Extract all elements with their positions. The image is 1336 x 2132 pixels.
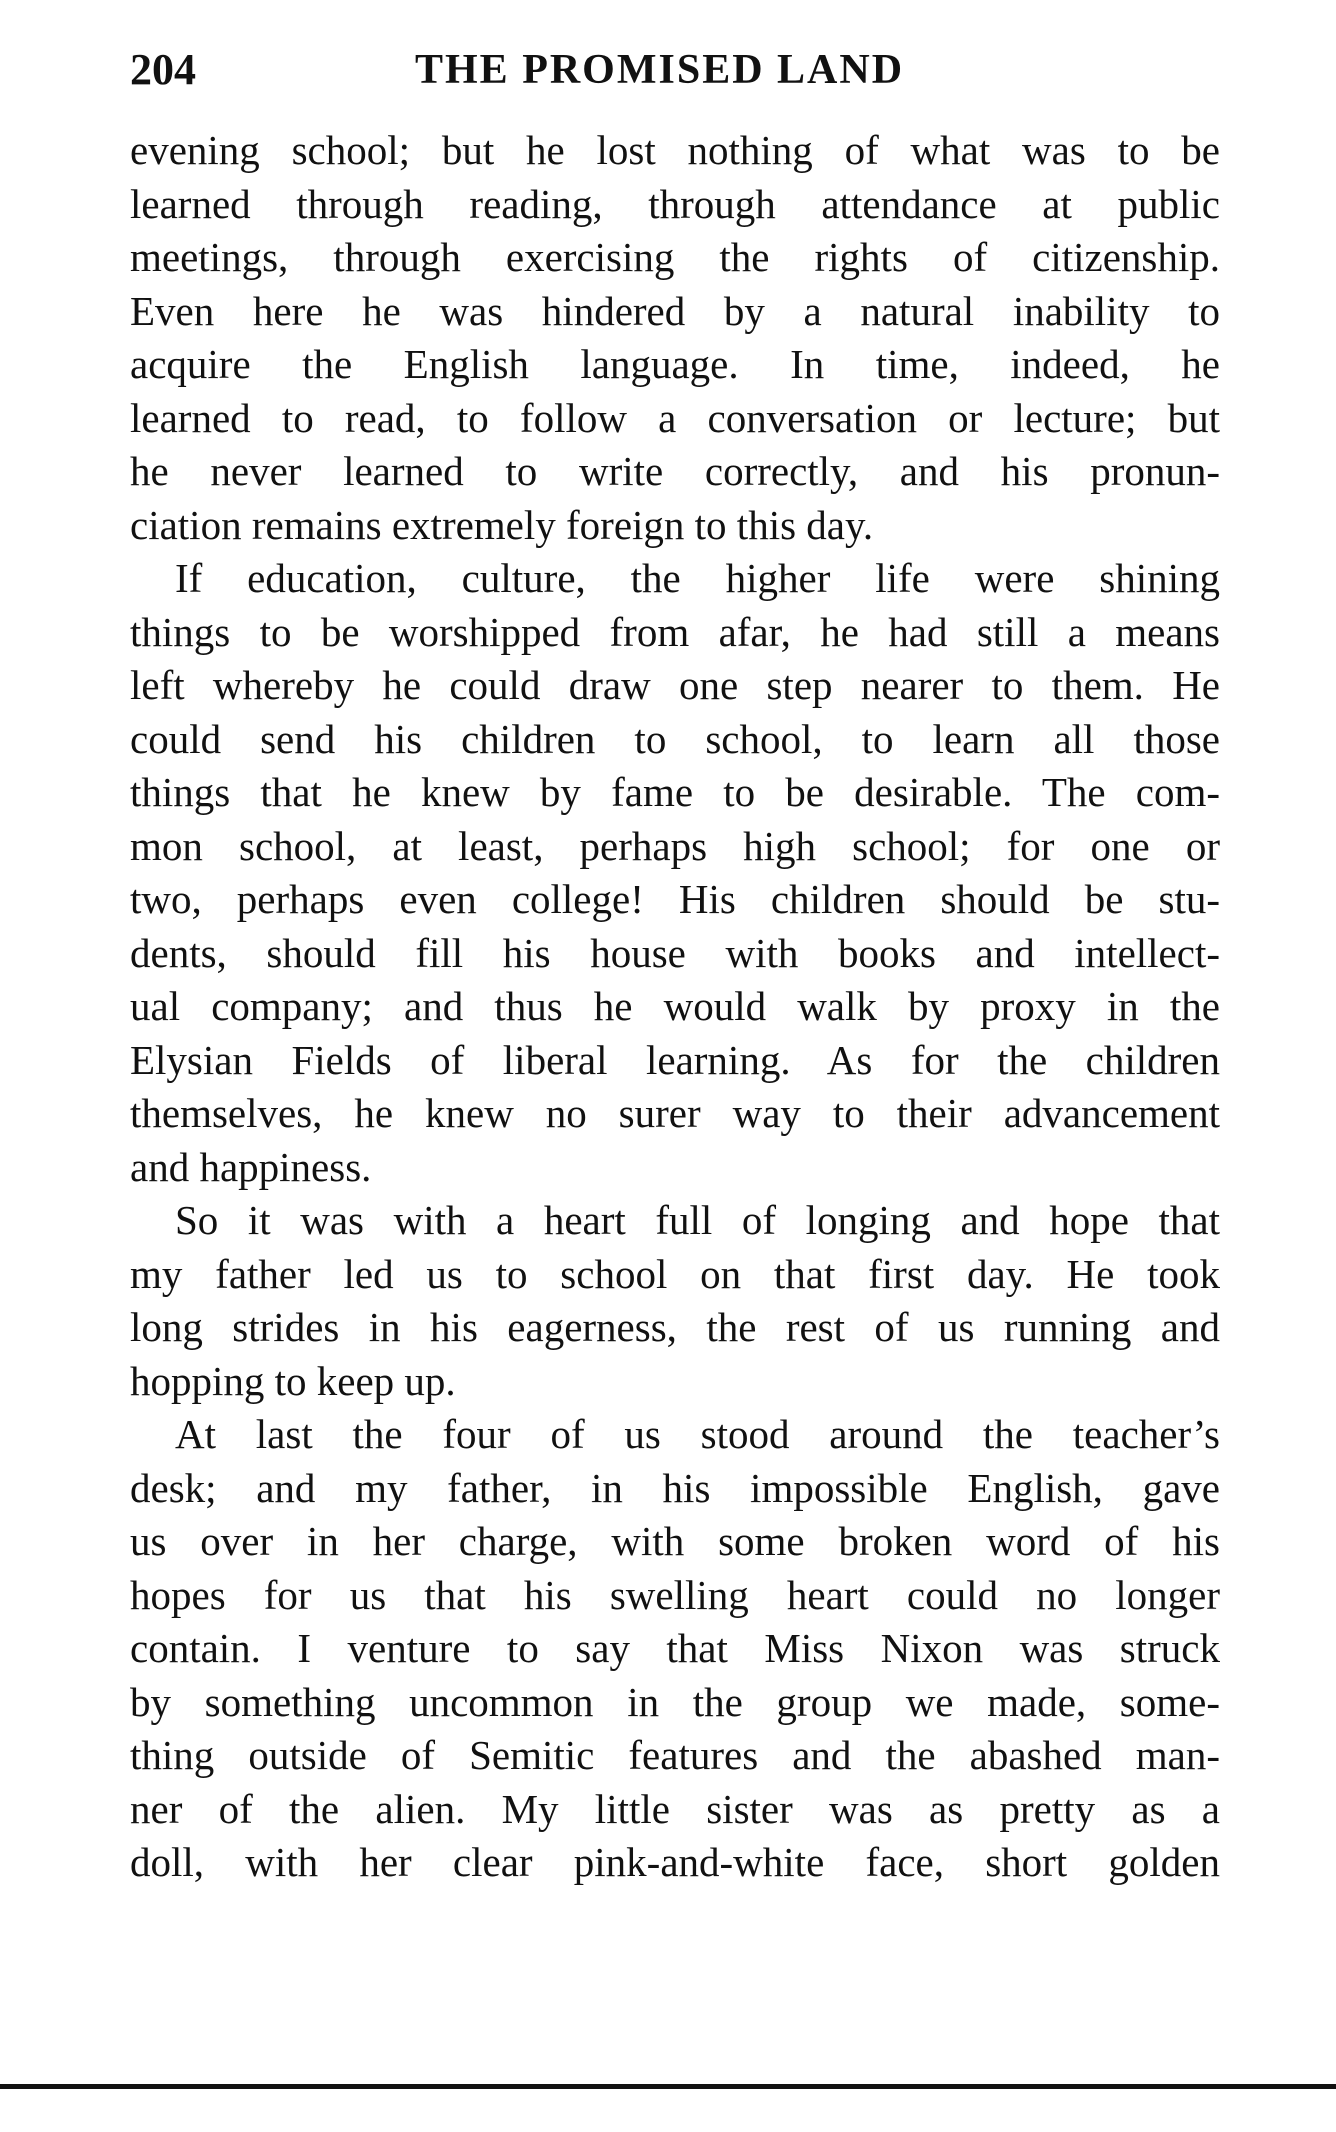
text-line: us over in her charge, with some broken word of his	[130, 1518, 1220, 1564]
text-line: two, perhaps even college! His children should be stu-	[130, 876, 1220, 922]
text-line: ual company; and thus he would walk by proxy in the	[130, 983, 1220, 1029]
text-line: thing outside of Semitic features and the abashed man-	[130, 1732, 1220, 1778]
text-line: and happiness.	[130, 1143, 372, 1190]
text-line: learned to read, to follow a conversation or lecture; but	[130, 394, 1220, 441]
text-line: ner of the alien. My little sister was as pretty as a	[130, 1785, 1220, 1832]
text-line: contain. I venture to say that Miss Nixon was struck	[130, 1625, 1220, 1671]
text-line: things that he knew by fame to be desirable. The com-	[130, 769, 1220, 815]
text-line: Even here he was hindered by a natural inability to	[130, 287, 1220, 334]
text-line: mon school, at least, perhaps high school; for one or	[130, 822, 1220, 869]
text-line: dents, should fill his house with books and intellect-	[130, 929, 1220, 976]
paragraph-start-line: At last the four of us stood around the teacher’s	[175, 1411, 1220, 1457]
text-line: learned through reading, through attendance at public	[130, 180, 1220, 227]
text-line: he never learned to write correctly, and his pronun-	[130, 448, 1220, 494]
paragraph-start-line: If education, culture, the higher life were shining	[175, 555, 1220, 601]
text-line: could send his children to school, to learn all those	[130, 715, 1220, 762]
text-line: my father led us to school on that first day. He took	[130, 1250, 1220, 1297]
running-head	[130, 40, 1220, 100]
text-line: Elysian Fields of liberal learning. As for the children	[130, 1036, 1220, 1083]
text-line: meetings, through exercising the rights of citizenship.	[130, 234, 1220, 280]
page-number: 204	[130, 45, 196, 94]
text-line: themselves, he knew no surer way to their advancement	[130, 1090, 1220, 1136]
bottom-rule	[0, 2084, 1336, 2089]
text-line: things to be worshipped from afar, he had still a means	[130, 608, 1220, 655]
text-line: evening school; but he lost nothing of what was to be	[130, 127, 1220, 173]
text-line: ciation remains extremely foreign to this day.	[130, 501, 874, 548]
text-line: hopping to keep up.	[130, 1357, 456, 1404]
running-title: THE PROMISED LAND	[415, 47, 905, 93]
text-line: desk; and my father, in his impossible English, gave	[130, 1464, 1220, 1511]
text-line: left whereby he could draw one step nearer to them. He	[130, 662, 1220, 708]
text-line: acquire the English language. In time, indeed, he	[130, 341, 1220, 387]
text-line: long strides in his eagerness, the rest of us running and	[130, 1304, 1220, 1350]
body-text	[130, 124, 1220, 1890]
paragraph-start-line: So it was with a heart full of longing and hope that	[175, 1197, 1220, 1243]
text-line: by something uncommon in the group we made, some-	[130, 1678, 1220, 1725]
text-line: doll, with her clear pink-and-white face, short golden	[130, 1839, 1220, 1885]
text-line: hopes for us that his swelling heart could no longer	[130, 1571, 1220, 1618]
